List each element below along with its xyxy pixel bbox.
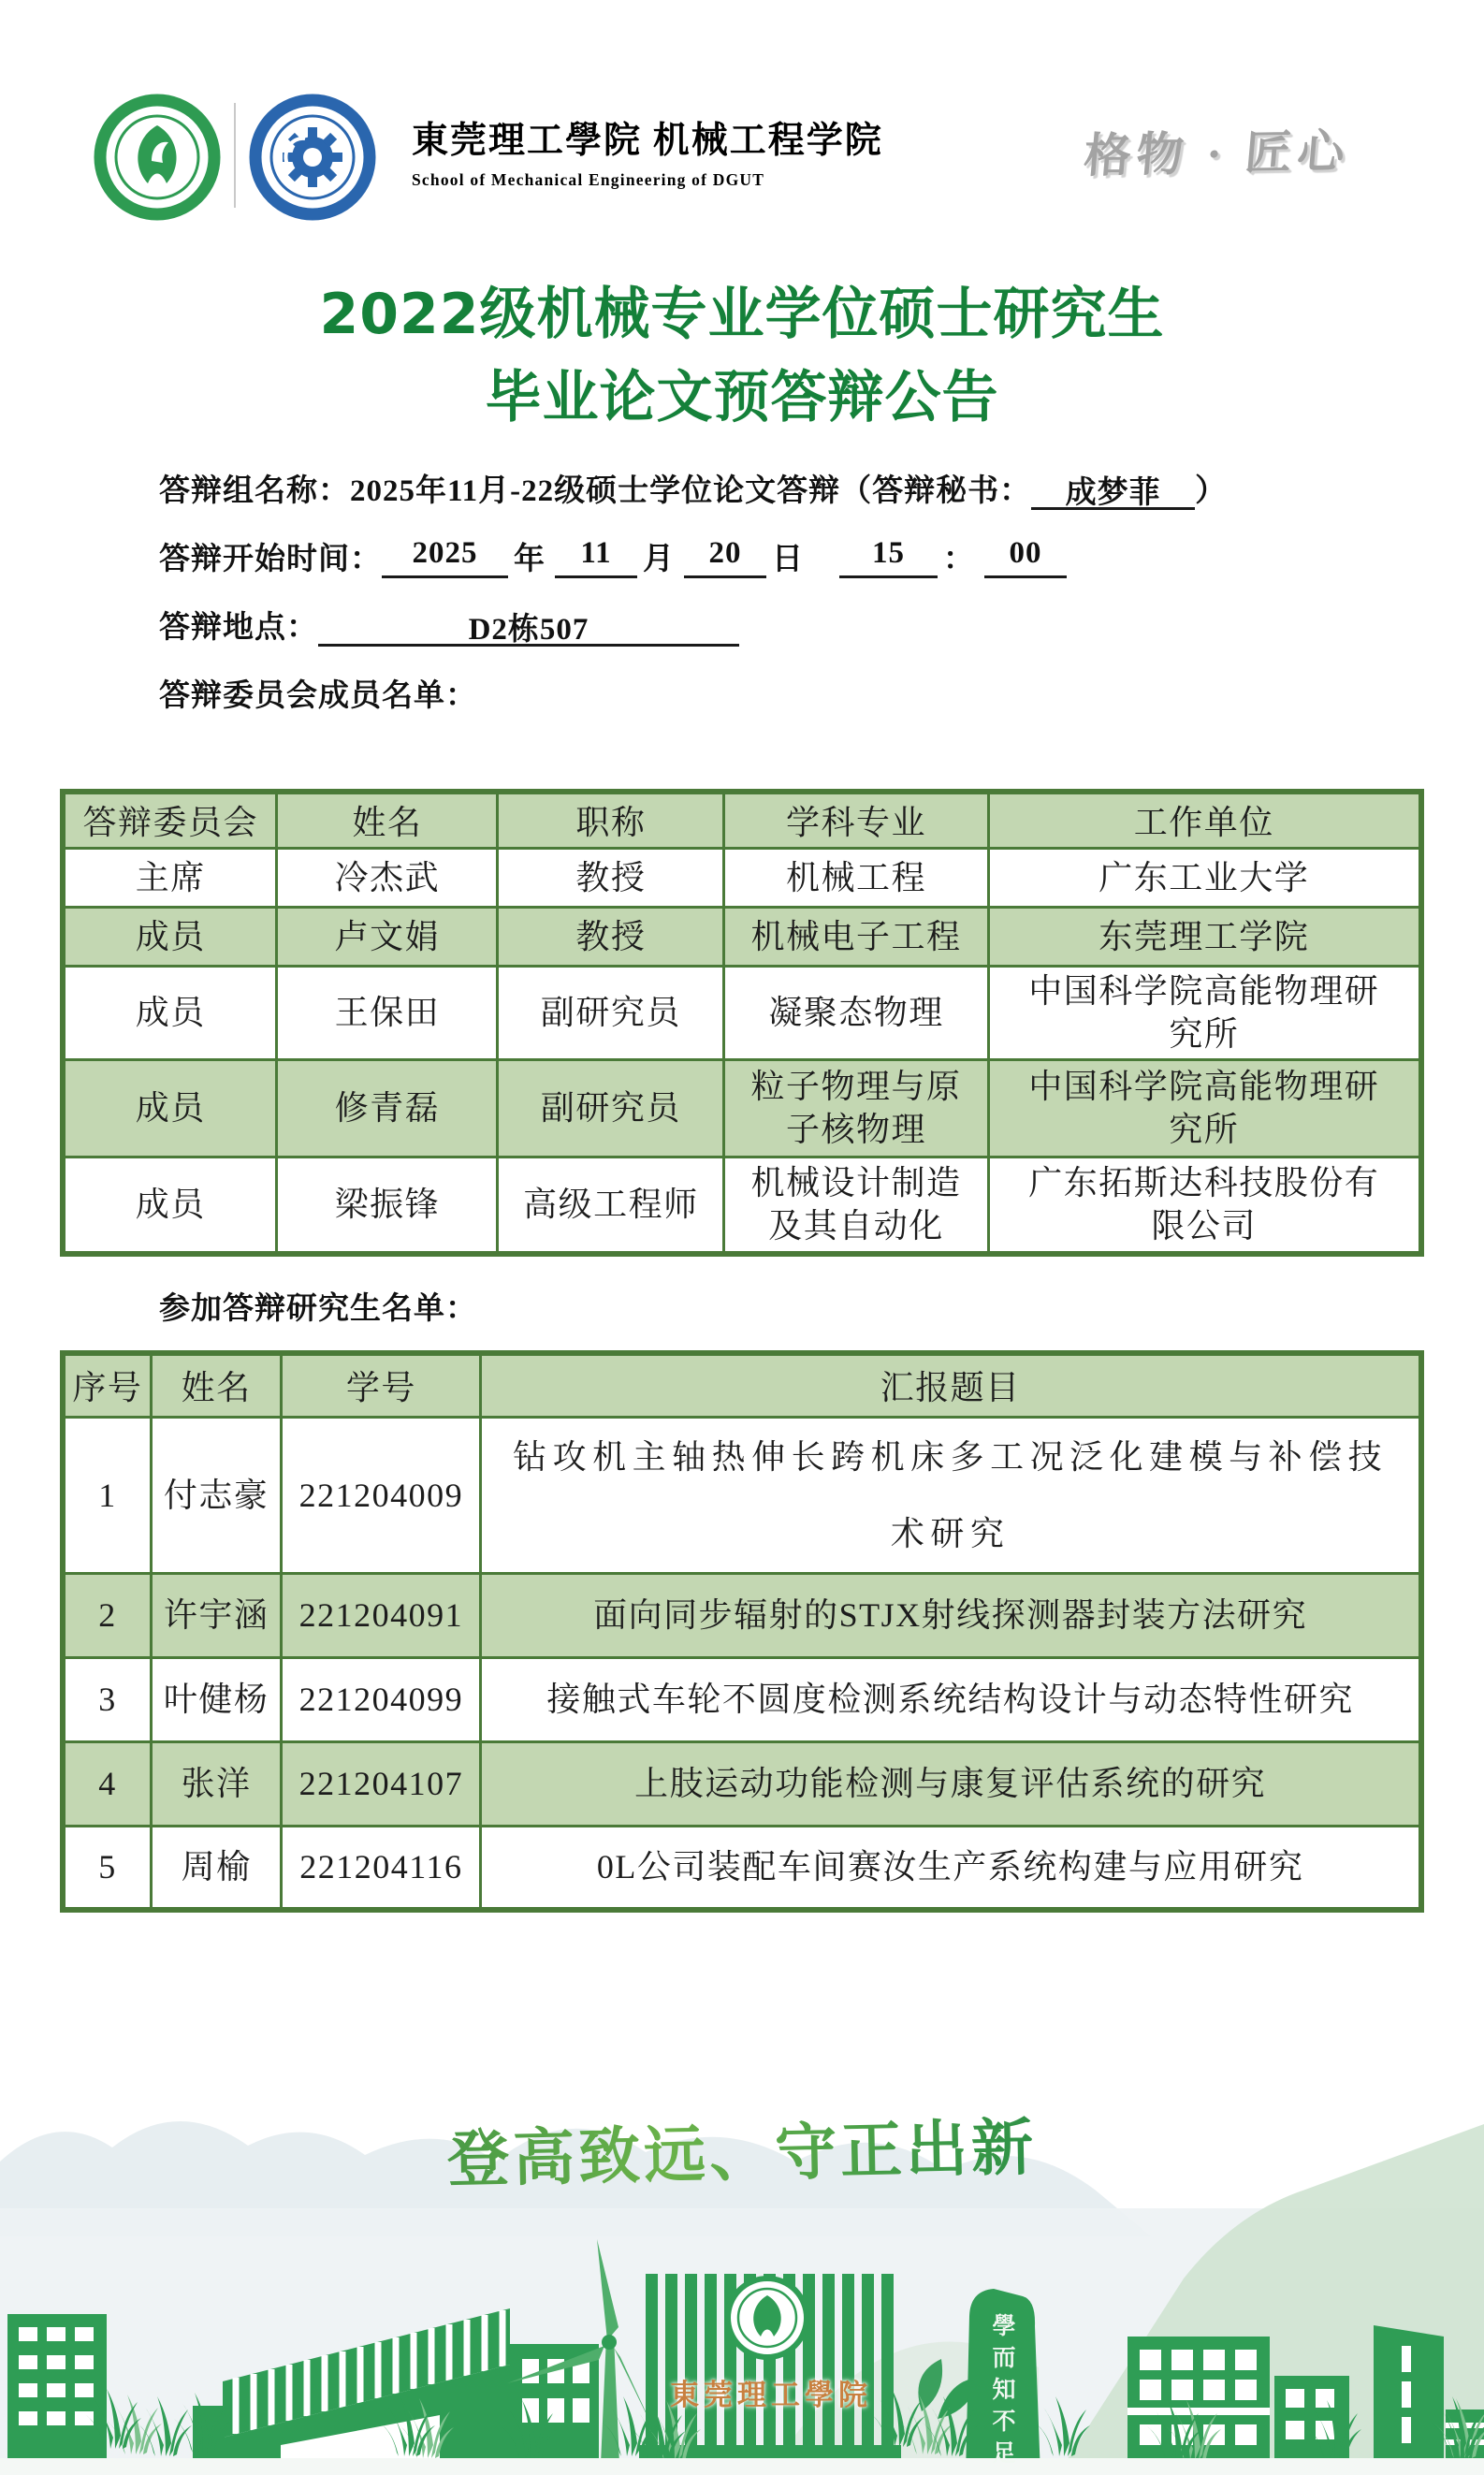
footer-calligraphy: 登高致远、守正出新 (0, 2088, 1484, 2207)
start-time-line (159, 534, 1347, 577)
cell: 教授 (498, 907, 724, 966)
column-header: 姓名 (151, 1353, 282, 1417)
cell: 221204116 (282, 1826, 481, 1910)
column-header: 学科专业 (724, 792, 988, 848)
secretary-prefix: （答辩秘书： (840, 474, 1032, 508)
cell: 修青磊 (277, 1059, 498, 1157)
page-title (0, 273, 1484, 440)
school-motto: 格物 · 匠心 (1082, 124, 1353, 182)
table-row (63, 1157, 1421, 1254)
cell: 机械电子工程 (724, 907, 988, 966)
cell: 面向同步辐射的STJX射线探测器封装方法研究 (481, 1573, 1421, 1657)
start-time-label: 答辩开始时间： (159, 543, 382, 576)
cell: 2 (63, 1573, 151, 1657)
cell: 机械设计制造及其自动化 (724, 1157, 988, 1254)
year-field: 2025 (382, 536, 508, 578)
cell: 221204107 (282, 1741, 481, 1826)
column-header: 序号 (63, 1353, 151, 1417)
cell: 机械工程 (724, 848, 988, 907)
cell: 梁振锋 (277, 1157, 498, 1254)
month-field: 11 (555, 536, 637, 578)
cell: 周榆 (151, 1826, 282, 1910)
cell: 张洋 (151, 1741, 282, 1826)
cell: 1 (63, 1417, 151, 1573)
logo-divider (234, 103, 236, 208)
cell: 副研究员 (498, 1059, 724, 1157)
cell: 副研究员 (498, 966, 724, 1059)
cell: 3 (63, 1657, 151, 1741)
cell: 钻攻机主轴热伸长跨机床多工况泛化建模与补偿技术研究 (481, 1417, 1421, 1573)
school-name-en: School of Mechanical Engineering of DGUT (412, 170, 765, 189)
table-row (63, 848, 1421, 907)
table-row (63, 966, 1421, 1059)
cell: 叶健杨 (151, 1657, 282, 1741)
location-label: 答辩地点： (159, 611, 318, 645)
table-row (63, 1826, 1421, 1910)
time-colon: ： (943, 543, 975, 576)
school-name-cn: 東莞理工學院 机械工程学院 (412, 121, 883, 161)
cell: 广东工业大学 (988, 848, 1421, 907)
university-logo-icon (94, 94, 221, 221)
group-name-value: 2025年11月-22级硕士学位论文答辩 (350, 474, 841, 508)
day-field: 20 (684, 536, 766, 578)
cell: 中国科学院高能物理研究所 (988, 966, 1421, 1059)
cell: 付志豪 (151, 1417, 282, 1573)
page-header (0, 86, 1484, 226)
cell: 5 (63, 1826, 151, 1910)
day-unit: 日 (772, 543, 804, 576)
cell: 粒子物理与原子核物理 (724, 1059, 988, 1157)
cell: 成员 (63, 1059, 277, 1157)
secretary-name: 成梦菲 (1065, 476, 1161, 510)
cell: 教授 (498, 848, 724, 907)
cell: 221204091 (282, 1573, 481, 1657)
column-header: 工作单位 (988, 792, 1421, 848)
students-list-label: 参加答辩研究生名单： (159, 1292, 477, 1326)
group-name-line (159, 466, 1347, 509)
secretary-suffix: ） (1195, 474, 1228, 508)
location-value: D2栋507 (468, 613, 589, 647)
monument-inscription: 學而知不足 (989, 2313, 1014, 2472)
cell: 成员 (63, 907, 277, 966)
cell: 221204099 (282, 1657, 481, 1741)
committee-list-label: 答辩委员会成员名单： (159, 679, 477, 713)
gate-logo-icon (728, 2278, 807, 2357)
cell: 东莞理工学院 (988, 907, 1421, 966)
defense-info (159, 466, 1347, 739)
column-header: 姓名 (277, 792, 498, 848)
cell: 冷杰武 (277, 848, 498, 907)
year-unit: 年 (514, 543, 546, 576)
students-table (60, 1350, 1424, 1913)
column-header: 答辩委员会 (63, 792, 277, 848)
location-field (318, 604, 739, 647)
table-row (63, 1741, 1421, 1826)
cell: 接触式车轮不圆度检测系统结构设计与动态特性研究 (481, 1657, 1421, 1741)
cell: 广东拓斯达科技股份有限公司 (988, 1157, 1421, 1254)
hour-field: 15 (839, 536, 938, 578)
cell: 上肢运动功能检测与康复评估系统的研究 (481, 1741, 1421, 1826)
group-name-label: 答辩组名称： (159, 474, 350, 508)
table-row (63, 1657, 1421, 1741)
cell: 卢文娟 (277, 907, 498, 966)
title-line-1: 2022级机械专业学位硕士研究生 (319, 282, 1165, 347)
table-row (63, 907, 1421, 966)
cell: 中国科学院高能物理研究所 (988, 1059, 1421, 1157)
cell: 成员 (63, 966, 277, 1059)
secretary-name-field (1031, 468, 1195, 510)
committee-table (60, 789, 1424, 1257)
cell: 主席 (63, 848, 277, 907)
column-header: 职称 (498, 792, 724, 848)
cell: 王保田 (277, 966, 498, 1059)
cell: 凝聚态物理 (724, 966, 988, 1059)
cell: 0L公司装配车间赛汝生产系统构建与应用研究 (481, 1826, 1421, 1910)
month-unit: 月 (643, 543, 675, 576)
minute-field: 00 (984, 536, 1067, 578)
cell: 高级工程师 (498, 1157, 724, 1254)
building-left (7, 2314, 107, 2468)
table-row (63, 1417, 1421, 1573)
students-header-row (63, 1353, 1421, 1417)
school-names (412, 120, 883, 190)
cell: 许宇涵 (151, 1573, 282, 1657)
cell: 成员 (63, 1157, 277, 1254)
table-row (63, 1573, 1421, 1657)
college-logo-icon (249, 94, 376, 221)
location-line (159, 603, 1347, 646)
column-header: 汇报题目 (481, 1353, 1421, 1417)
title-line-2: 毕业论文预答辩公告 (485, 365, 999, 430)
cell: 4 (63, 1741, 151, 1826)
column-header: 学号 (282, 1353, 481, 1417)
table-row (63, 1059, 1421, 1157)
gate-school-name: 東莞理工學院 (670, 2379, 872, 2411)
cell: 221204009 (282, 1417, 481, 1573)
committee-header-row (63, 792, 1421, 848)
